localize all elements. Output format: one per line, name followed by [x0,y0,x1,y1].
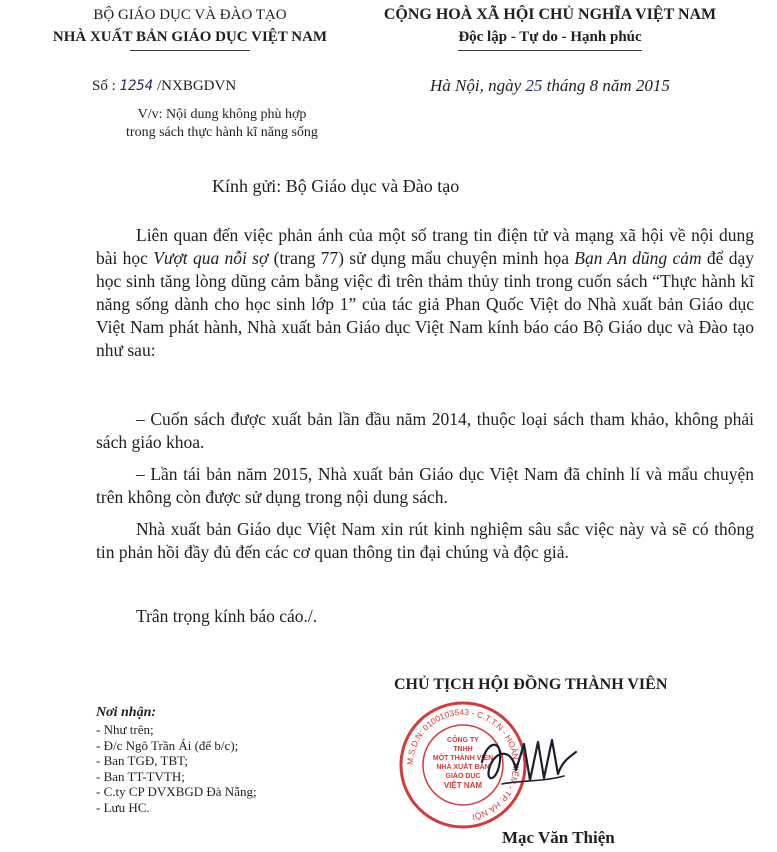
svg-text:VIỆT NAM: VIỆT NAM [443,781,483,790]
recipients-list [96,704,356,816]
motto: Độc lập - Tự do - Hạnh phúc [458,29,642,45]
document-number [92,78,236,95]
ministry-name: BỘ GIÁO DỤC VÀ ĐÀO TẠO [93,7,287,23]
subject-line-1: V/v: Nội dung không phù hợp [137,107,307,122]
story-title: Bạn An dũng cảm [574,248,702,268]
body-paragraph-5: Trân trọng kính báo cáo./. [136,606,318,626]
addressee: Kính gửi: Bộ Giáo dục và Đào tạo [212,176,460,196]
stamp-ring-text: M.S.D.N: 0100103543 - C.T.T.N - HOÀN KIẾM - TP. HÀ NỘI [404,706,522,823]
body-paragraph-3: – Lần tái bản năm 2015, Nhà xuất bản Giáo dục Việt Nam đã chỉnh lí và mẩu chuyện trên không còn được sử dụng trong nội dung sách. [96,464,754,507]
date-day-handwritten: 25 [525,76,543,95]
issuer-block [40,4,340,48]
body-paragraph-2: – Cuốn sách được xuất bản lần đầu năm 2014, thuộc loại sách tham khảo, không phải sách giáo khoa. [96,409,754,452]
svg-text:CÔNG TY: CÔNG TY [447,737,479,744]
doc-number-prefix: Số : [92,78,120,94]
issue-date: Hà Nội, ngày 25 tháng 8 năm 2015 [430,76,670,95]
subject-block [92,106,352,142]
country-name: CỘNG HOÀ XÃ HỘI CHỦ NGHĨA VIỆT NAM [383,6,717,23]
publisher-name: NHÀ XUẤT BẢN GIÁO DỤC VIỆT NAM [52,29,328,45]
body-paragraph-4: Nhà xuất bản Giáo dục Việt Nam xin rút kinh nghiệm sâu sắc việc này và sẽ có thông tin phản hồi đầy đủ đến các cơ quan thông tin đại chúng và độc giả. [96,519,754,562]
recipient-item: - Ban TGĐ, TBT; [96,753,188,769]
national-motto-block [340,4,760,48]
signatory-name: Mạc Văn Thiện [502,828,615,847]
body-paragraph-1: Liên quan đến việc phản ánh của một số trang tin điện tử và mạng xã hội về nội dung bài học Vượt qua nỗi sợ (trang 77) sử dụng mẩu chuyện minh họa Bạn An dũng cảm để dạy học sinh tăng lòng dũng cảm bằng việc đi trên thảm thủy tinh trong cuốn sách “Thực hành kĩ năng sống dành cho học sinh lớp 1” của tác giả Phan Quốc Việt do Nhà xuất bản Giáo dục Việt Nam phát hành, Nhà xuất bản Giáo dục Việt Nam kính báo cáo Bộ Giáo dục và Đào tạo như sau: [96,225,754,360]
recipient-item: - Đ/c Ngô Trần Ái (để b/c); [96,737,239,753]
doc-number-suffix: /NXBGDVN [153,78,237,94]
svg-text:GIÁO DỤC: GIÁO DỤC [445,773,481,780]
svg-text:MỘT THÀNH VIÊN: MỘT THÀNH VIÊN [432,755,494,762]
lesson-title: Vượt qua nỗi sợ [153,248,269,268]
recipient-item: - Lưu HC. [96,799,150,815]
issuer-underline [130,50,250,51]
signatory-title: CHỦ TỊCH HỘI ĐỒNG THÀNH VIÊN [394,676,668,693]
handwritten-signature [472,722,582,802]
motto-underline [458,50,642,51]
subject-line-2: trong sách thực hành kĩ năng sống [126,125,318,140]
recipient-item: - Như trên; [96,722,154,737]
recipients-title: Nơi nhận: [96,705,157,720]
recipient-item: - Ban TT-TVTH; [96,768,185,784]
doc-number-handwritten: 1254 [119,78,154,94]
subject-label: V/v: [137,107,163,122]
svg-text:TNHH: TNHH [453,746,473,753]
svg-text:NHÀ XUẤT BẢN: NHÀ XUẤT BẢN [436,764,490,771]
recipient-item: - C.ty CP DVXBGD Đà Nẵng; [96,784,257,800]
